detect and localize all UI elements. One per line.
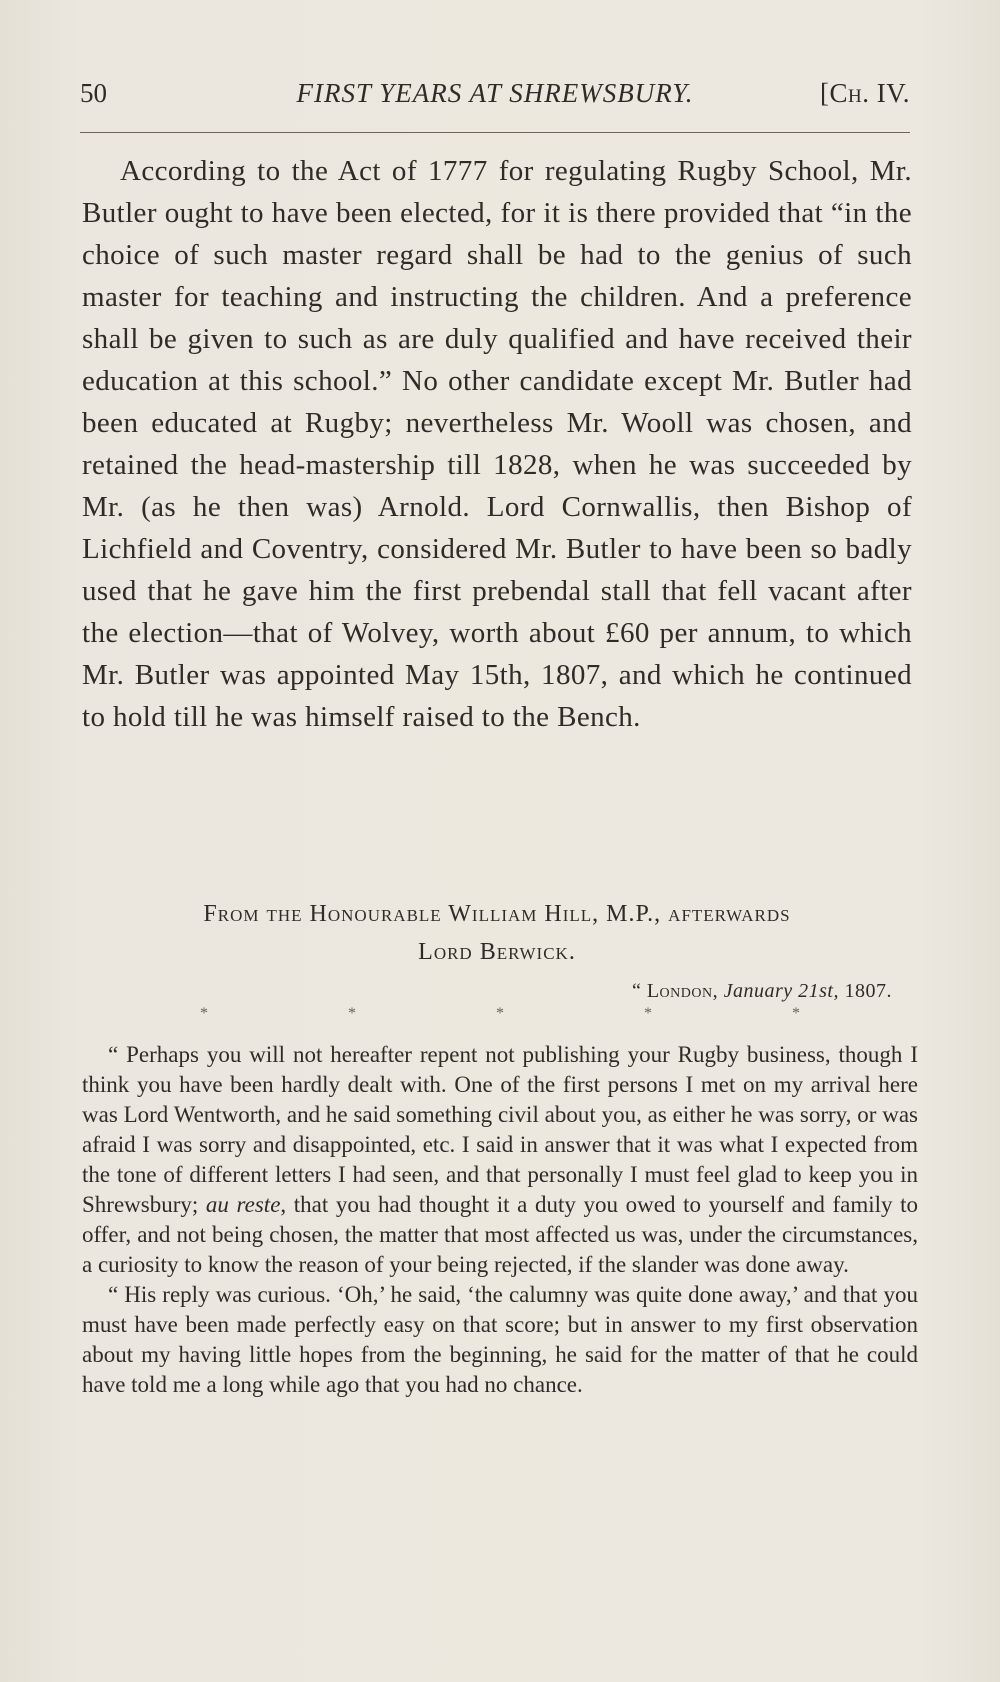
dateline-year: 1807.: [844, 980, 892, 1002]
page-header: [80, 78, 910, 114]
header-rule: [80, 132, 910, 133]
chapter-marker: [Ch. IV.: [820, 78, 910, 108]
asterisk: *: [496, 1005, 504, 1022]
asterisk: *: [644, 1005, 652, 1022]
running-title: FIRST YEARS AT SHREWSBURY.: [296, 78, 694, 108]
dateline-month: January 21st,: [723, 980, 839, 1002]
ellipsis-asterisks: [200, 1005, 800, 1023]
asterisk: *: [792, 1005, 800, 1022]
asterisk: *: [200, 1005, 208, 1022]
letter-paragraph-2: “ His reply was curious. ‘Oh,’ he said, ‘the calumny was quite done away,’ and that you must have been made perfectly easy on that score; but in answer to my first observation about my having little hopes from the beginning, he said for the matter of that he could have told me a long while ago that you had no chance.: [82, 1282, 918, 1397]
letter-dateline: [82, 980, 892, 1003]
letter-body: [82, 1040, 918, 1400]
letter-paragraph-1: [82, 1040, 918, 1280]
letter-paragraph-1-text: “ Perhaps you will not hereafter repent not publishing your Rugby business, though I think you have been hardly dealt with. One of the first persons I met on my arrival here was Lord Wentworth, and he said something civil about you, as either he was sorry, or was afraid I was sorry and disappointed, etc. I said in answer that it was what I expected from the tone of different letters I had seen, and that personally I must feel glad to keep you in Shrewsbury;: [82, 1042, 918, 1217]
page-number: 50: [80, 78, 107, 108]
dateline-place: “ London,: [631, 980, 719, 1002]
letter-heading-line-1: From the Honourable William Hill, M.P., afterwards: [203, 901, 791, 927]
letter-paragraph-1-continued: , that you had thought it a duty you owed to yourself and family to offer, and not being chosen, the matter that most affected us was, under the circumstances, a curiosity to know the reason of your being rejected, if the slander was done away.: [82, 1192, 919, 1277]
main-paragraph: According to the Act of 1777 for regulating Rugby School, Mr. Butler ought to have been elected, for it is there provided that “in the choice of such master regard shall be had to the genius of such master for teaching and instructing the children. And a preference shall be given to such as are duly qualified and have received their education at this school.” No other candidate except Mr. Butler had been educated at Rugby; nevertheless Mr. Wooll was chosen, and retained the head-mastership till 1828, when he was succeeded by Mr. (as he then was) Arnold. Lord Cornwallis, then Bishop of Lichfield and Coventry, considered Mr. Butler to have been so badly used that he gave him the first prebendal stall that fell vacant after the election—that of Wolvey, worth about £60 per annum, to which Mr. Butler was appointed May 15th, 1807, and which he continued to hold till he was himself raised to the Bench.: [82, 155, 912, 733]
italic-phrase: au reste: [205, 1192, 281, 1217]
letter-heading: [82, 895, 912, 971]
letter-heading-line-2: Lord Berwick.: [418, 939, 576, 965]
asterisk: *: [348, 1005, 356, 1022]
